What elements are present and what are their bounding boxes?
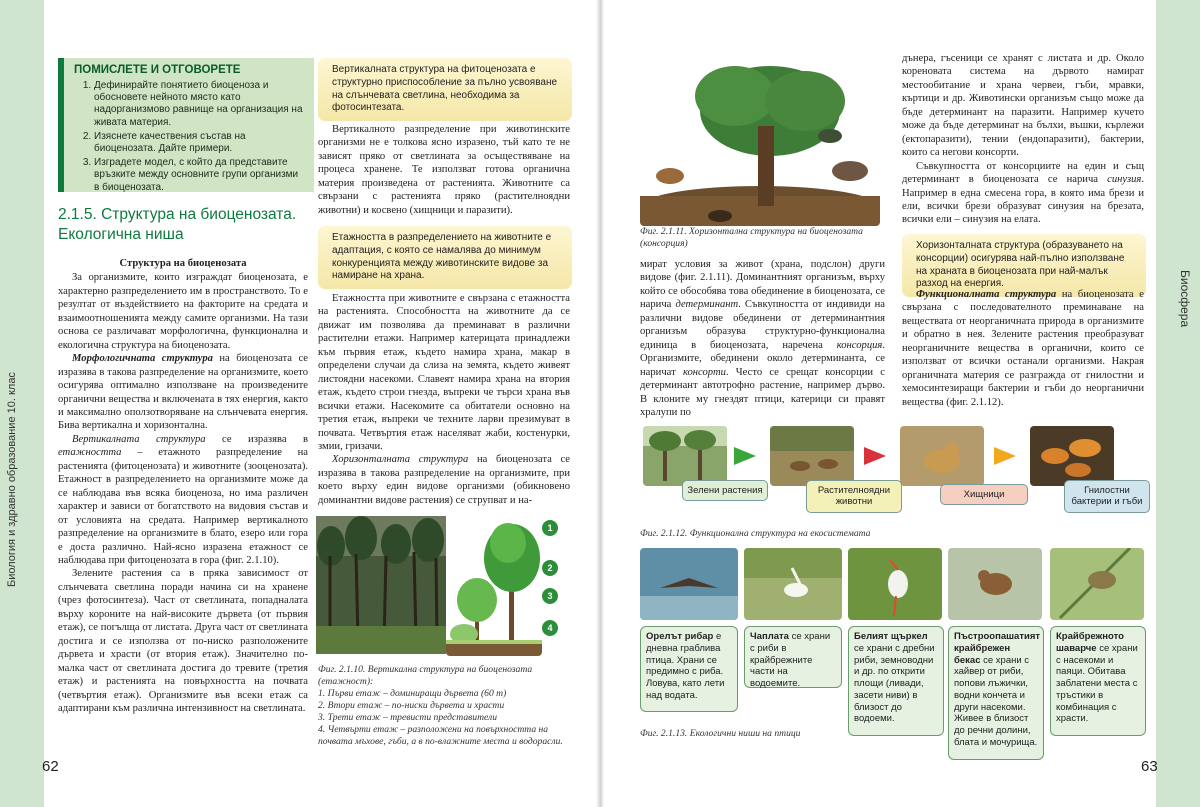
- left-column-1: [58, 257, 308, 715]
- caption-title: Фиг. 2.1.10. Вертикална структура на биоценозата (етажност):: [318, 664, 533, 687]
- caption-line: 2. Втори етаж – по-ниски дървета и храсти: [318, 699, 505, 711]
- consortium-illustration: [640, 56, 880, 226]
- term: етажността: [58, 447, 122, 459]
- paragraph: Вертикалното разпределение при животинските организми не е толкова ясно изразено, тъй като те не зависят пряко от светлината за осъществяване на процеса хранене. Те използват готова органична материя произведена от растенията. Животните са свързани с растенията пряко (растителноядни животни) и косвено (хищници и паразити).: [318, 124, 570, 216]
- paragraph-text: на биоценозата се изразява в такова разпределение на организмите, при което върху един видове организми (обикновено доминантни видове растения) се струпват и на-: [318, 454, 570, 506]
- paragraph: [58, 433, 308, 568]
- paragraph: Зелените растения са в пряка зависимост от слънчевата светлина поради начина си на хранене (чрез фотосинтеза). Част от светлината, попадналата върху короните на най-високите дървета (от първия етаж), се погълща от листата. Друга част от светлината достига и се използва от по-ниско разположените дървета и храсти (от втория етаж). Значително по-малка част от светлината достига до тревите (третия етаж) и растенията на повърхността на почвата (четвъртия етаж). Организмите във всеки етаж са адаптирани към различна интензивност на светлината.: [58, 568, 308, 714]
- flow-arrow-icon: [734, 447, 756, 465]
- paragraph-text: . Организмите, обединени около детерминанта, се наричат: [640, 339, 885, 378]
- page-number-left: 62: [42, 758, 59, 775]
- term: консорция: [836, 339, 883, 351]
- term: синузия: [1107, 174, 1142, 186]
- bird-description: се храни с насекоми и паяци. Обитава заблатени места с тръстики в комбинация с храсти.: [1056, 642, 1138, 725]
- layer-number-badge: 2: [542, 560, 558, 576]
- heron-photo: [744, 548, 842, 620]
- paragraph: [58, 352, 308, 433]
- bird-description: се храни с дребни риби, земноводни и др. по открити площи (ливади, засети ниви) в близост до водоеми.: [854, 642, 935, 725]
- think-box-title: ПОМИСЛЕТЕ И ОТГОВОРЕТЕ: [74, 64, 241, 76]
- note-box: Хоризонталната структура (образуването на консорции) осигурява най-пълно използване на храната в биоценозата при най-малък разход на енергия.: [902, 234, 1146, 297]
- term: Хоризонталната структура: [332, 454, 469, 466]
- term: Вертикалната структура: [72, 433, 206, 445]
- predator-photo: [900, 426, 984, 486]
- flow-arrow-icon: [864, 447, 886, 465]
- paragraph-text: мират условия за живот (храна, подслон) други видове (фиг. 2.1.11). Доминантният организъм, върху който се обособява това обединение в биоценозата, се нарича: [640, 259, 885, 311]
- subheading: Структура на биоценозата: [119, 258, 247, 269]
- stage-label: Зелени растения: [682, 480, 768, 501]
- paragraph: [318, 453, 570, 507]
- figure-caption: Фиг. 2.1.12. Функционална структура на екосистемата: [640, 528, 871, 539]
- right-column-2-bottom: [902, 288, 1144, 409]
- snipe-photo: [948, 548, 1042, 620]
- bird-niche-card: [640, 626, 738, 712]
- left-column-2-bottom: [318, 292, 570, 507]
- caption-line: 4. Четвърти етаж – разположени на повърхността на почвата мъхове, гъби, а в по-влажните места и водорасли.: [318, 723, 563, 747]
- stage-label: Хищници: [940, 484, 1028, 505]
- bird-name: Пъстроопашатият крайбрежен бекас: [954, 631, 1041, 666]
- paragraph: [902, 288, 1144, 409]
- page-gutter: [596, 0, 604, 807]
- layers-illustration: [446, 518, 542, 656]
- bird-niche-card: [1050, 626, 1146, 736]
- paragraph: За организмите, които изграждат биоценозата, е характерно разпределението им в пространството. То е резултат от въздействието на факторите на средата и взаимоотношенията между самите организми. На тази основа се различават морфологична, функционална и екологична структура на биоценозата.: [58, 272, 308, 351]
- term: консорти: [682, 366, 726, 378]
- think-and-answer-box: [58, 58, 314, 192]
- green-plants-photo: [643, 426, 727, 486]
- bird-name: Белият щъркел: [854, 631, 928, 642]
- paragraph: [902, 160, 1144, 227]
- bird-name: Чаплата: [750, 631, 789, 642]
- paragraph: [640, 258, 885, 419]
- list-item: 2. Изяснете качествения състав на биоценозата. Дайте примери.: [94, 131, 306, 155]
- caption-line: 1. Първи етаж – доминиращи дървета (60 m): [318, 687, 507, 699]
- figure-caption: Фиг. 2.1.13. Екологични ниши на птици: [640, 728, 801, 739]
- term: Морфологичната структура: [72, 353, 213, 365]
- term: Функционалната структура: [916, 289, 1057, 300]
- stage-label: Гнилостни бактерии и гъби: [1064, 480, 1150, 513]
- right-column-2-top: [902, 52, 1144, 227]
- right-margin-bar: [1156, 0, 1200, 807]
- paragraph: дънера, гъсеници се хранят с листата и др. Около кореновата система на дървото намират местообитание и храна червеи, гъби, мравки, къртици и др. Животински организъм също може да бъде детерминант на паразити. Например кучето може да бъде детерминат на бълхи, въшки, кърлежи (ектопаразити), тении (ендопаразити), бактерии, които са негови консорти.: [902, 53, 1144, 159]
- right-running-header: Биосфера: [1178, 270, 1192, 328]
- paragraph-text: на биоценозата се изразява в такова разпределение на организмите, което осигурява оптимално използване на произведените органични вещества и включената в тях енергия, както и максимално оползотворяване на слънчевата енергия. Бива вертикална и хоризонтална.: [58, 353, 308, 432]
- fungi-photo: [1030, 426, 1114, 486]
- forest-photo: [316, 516, 446, 654]
- think-box-list: [64, 80, 314, 194]
- list-item: 1. Дефинирайте понятието биоценоза и обосновете нейното място като надорганизмово равнище на организация на живата материя.: [94, 80, 306, 129]
- figure-caption: [318, 664, 568, 748]
- paragraph-text: . Съвкупността от индивиди на различни видове обединени от детерминантния организъм образува структурно-функционална единица в биоценозата, наречена: [640, 299, 885, 351]
- note-box: Вертикалната структура на фитоценозата е структурно приспособление за пълно усвояване на слънчевата светлина, необходима за фотосинтезата.: [318, 58, 572, 121]
- layer-number-badge: 1: [542, 520, 558, 536]
- bird-niche-card: [744, 626, 842, 688]
- note-box: Етажността в разпределението на животните е адаптация, с която се намалява до минимум конкуренцията между животинските видове за намиране на храна.: [318, 226, 572, 289]
- left-column-2-top: [318, 123, 570, 217]
- list-item: 3. Изградете модел, с който да представите връзките между основните групи организми в биоценозата.: [94, 157, 306, 194]
- paragraph-text: . Често се срещат консорции с детерминант автотрофно растение, например дърво. В клоните му гнездят птици, катерици си правят хралупи по: [640, 366, 886, 418]
- layer-number-badge: 4: [542, 620, 558, 636]
- paragraph-text: на биоценозата е свързана с последователното преминаване на веществата от неорганичната природа в организмите и обратно в нея. Зелените растения преобразуват неорганичните вещества в органични, които се използват от всички останали организми. Накрая органичната материя се разгражда от гнилостни и хемосинтезиращи бактерии и гъби до неорганични вещества (фиг. 2.1.12).: [902, 289, 1144, 408]
- layer-number-badge: 3: [542, 588, 558, 604]
- page-number-right: 63: [1141, 758, 1158, 775]
- caption-line: 3. Трети етаж – тревисти представители: [318, 711, 498, 723]
- stage-label: Растителноядни животни: [806, 480, 902, 513]
- paragraph-text: . Например в една смесена гора, в която има брези и ели, всички брези образуват синузия на брезата, всички ели – синузия на елата.: [902, 174, 1144, 226]
- bird-name: Орелът рибар: [646, 631, 714, 642]
- paragraph-text: Съвкупността от консорциите на един и същ детерминант в биоценозата се нарича: [902, 160, 1144, 186]
- flow-arrow-icon: [994, 447, 1016, 465]
- bird-niche-card: [848, 626, 944, 736]
- section-title: 2.1.5. Структура на биоценозата. Екологична ниша: [58, 206, 297, 244]
- osprey-photo: [640, 548, 738, 620]
- paragraph: Етажността при животните е свързана с етажността на растенията. Способността на животните да се движат им позволява да преминават в различни растителни етажи. Например катерицата принадлежи към първия етаж, където намира храна, макар в определени случаи да слиза на земята, където живеят листоядни насекоми. Славеят намира храна на втория етаж, където строи гнезда, въпреки че търси храна във всички етажи. Насекомите са обитатели основно на третия етаж, въпреки че техните ларви презимуват в почвата. Четвъртия етаж населяват жаби, костенурки, змии, гризачи.: [318, 293, 570, 452]
- bird-description: е дневна граблива птица. Храни се предимно с риба. Ловува, като лети над водата.: [646, 631, 725, 701]
- paragraph-text: – етажното разпределение на растенията (фитоценозата) и животните (зооценозата). Етажност в разпределението на организмите може да се наблюдава във всяка биоценоза, но има различен характер и зависи от богатството на видовия състав и от условията на средата. Например вертикалното разпределение на организмите в блато, езеро или гора е доста различно. Най-ясно изразена етажност се наблюдава при фитоценозата в гора (фиг. 2.1.10).: [58, 447, 308, 566]
- warbler-photo: [1050, 548, 1144, 620]
- herbivores-photo: [770, 426, 854, 486]
- term: детерминант: [675, 299, 739, 311]
- bird-name: Крайбрежното шаварче: [1056, 631, 1124, 654]
- bird-niche-card: [948, 626, 1044, 760]
- figure-caption: Фиг. 2.1.11. Хоризонтална структура на биоценозата (консорция): [640, 226, 863, 249]
- bird-description: се храни с риби в крайбрежните части на водоемите.: [750, 631, 831, 690]
- paragraph-text: се изразява в: [205, 433, 308, 445]
- stork-photo: [848, 548, 942, 620]
- left-running-header: Биология и здравно образование 10. клас: [6, 372, 18, 588]
- bird-description: се храни с хайвер от риби, попови лъжички, водни кончета и други насекоми. Живее в близост до речни долини, блата и мочурища.: [954, 654, 1038, 748]
- right-column-1: [640, 258, 885, 419]
